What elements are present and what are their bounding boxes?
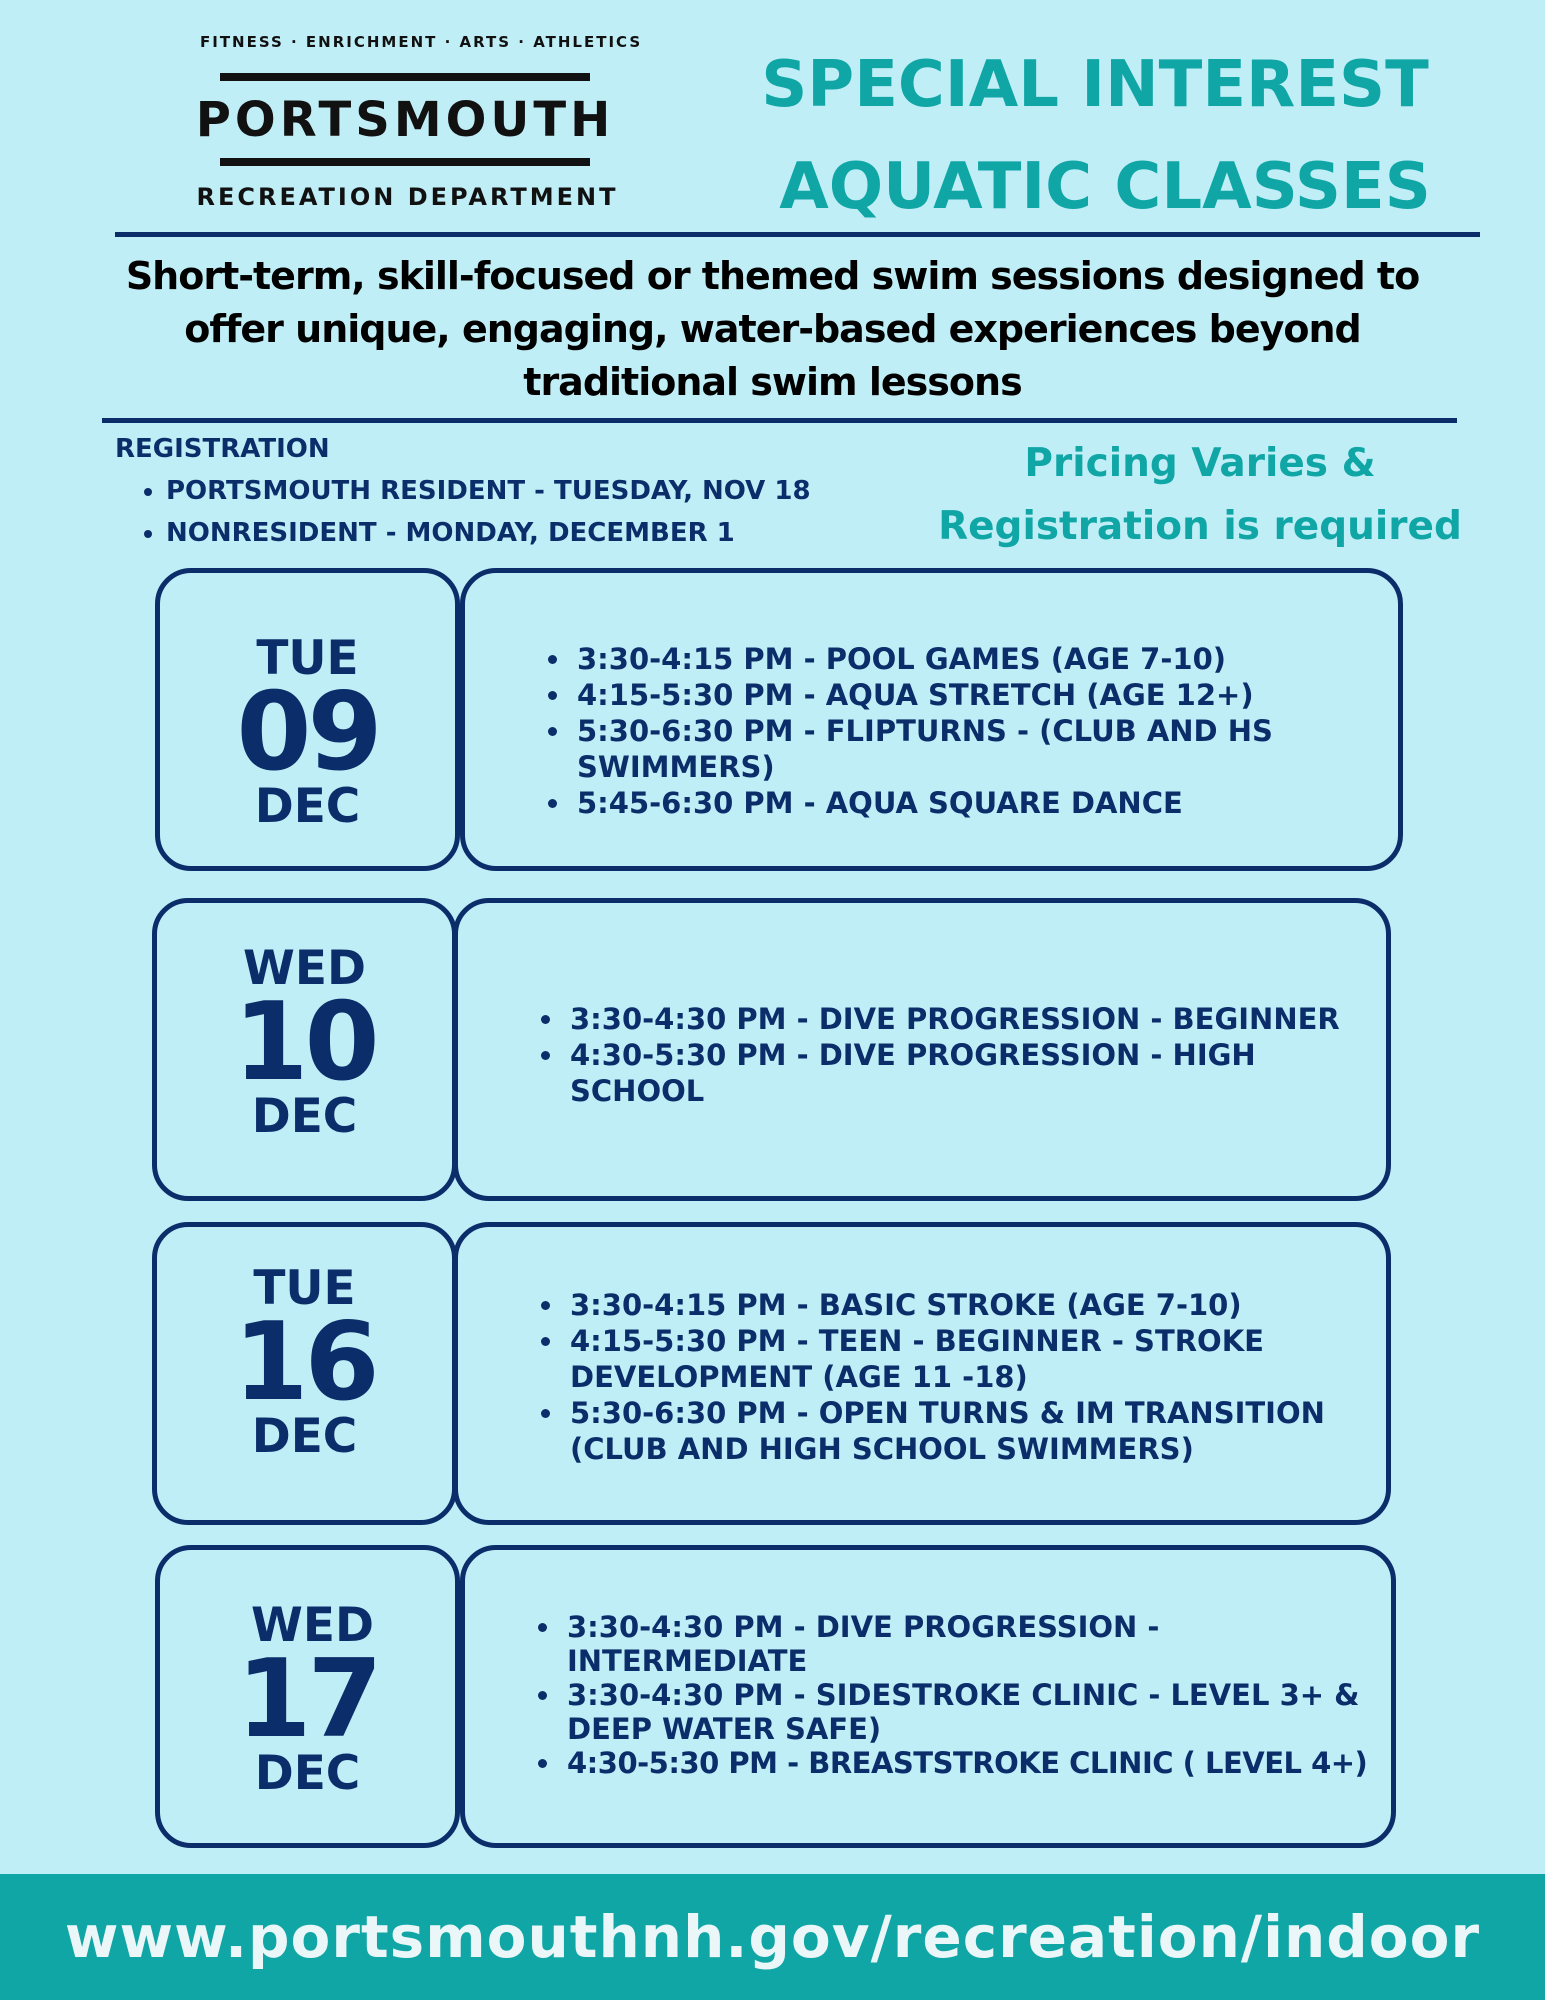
date-month: DEC xyxy=(254,779,361,834)
date-weekday: WED xyxy=(243,941,366,996)
date-card-dec-16 xyxy=(152,1222,457,1525)
description-divider xyxy=(102,418,1457,423)
date-card-dec-17 xyxy=(155,1545,460,1848)
page-title-line2: AQUATIC CLASSES xyxy=(779,150,1431,224)
date-month: DEC xyxy=(251,1409,358,1464)
logo-name: PORTSMOUTH xyxy=(195,92,615,148)
date-day: 17 xyxy=(236,1637,379,1762)
registration-item: • NONRESIDENT - MONDAY, DECEMBER 1 xyxy=(166,512,811,554)
page-title-line1: SPECIAL INTEREST xyxy=(761,48,1429,122)
registration-list xyxy=(132,470,811,554)
schedule-item: • 3:30-4:15 PM - POOL GAMES (AGE 7-10) xyxy=(573,641,1398,677)
registration-heading: REGISTRATION xyxy=(115,434,330,464)
logo-bottom-rule xyxy=(220,158,590,166)
schedule-card-dec-17 xyxy=(460,1545,1396,1848)
schedule-item: • 4:15-5:30 PM - AQUA STRETCH (AGE 12+) xyxy=(573,677,1398,713)
schedule-item: • 3:30-4:15 PM - BASIC STROKE (AGE 7-10) xyxy=(566,1287,1386,1323)
date-weekday: TUE xyxy=(256,631,359,686)
schedule-list xyxy=(537,641,1398,821)
schedule-item: • 5:45-6:30 PM - AQUA SQUARE DANCE xyxy=(573,785,1398,821)
date-weekday: TUE xyxy=(253,1261,356,1316)
schedule-item: • 4:30-5:30 PM - DIVE PROGRESSION - HIGH SCHOOL xyxy=(566,1037,1290,1109)
schedule-item: • 3:30-4:30 PM - SIDESTROKE CLINIC - LEVEL 3+ & DEEP WATER SAFE) xyxy=(563,1678,1367,1746)
schedule-item: • 4:15-5:30 PM - TEEN - BEGINNER - STROKE DEVELOPMENT (AGE 11 -18) xyxy=(566,1323,1330,1395)
header-divider xyxy=(115,232,1480,237)
description: Short-term, skill-focused or themed swim sessions designed to offer unique, engaging, water-based experiences beyond traditional swim lessons xyxy=(125,254,1420,404)
date-day: 09 xyxy=(236,670,379,795)
date-month: DEC xyxy=(251,1089,358,1144)
registration-item: • PORTSMOUTH RESIDENT - TUESDAY, NOV 18 xyxy=(166,470,811,512)
pricing-note xyxy=(930,432,1470,558)
schedule-item: • 3:30-4:30 PM - DIVE PROGRESSION - BEGINNER xyxy=(566,1001,1386,1037)
schedule-card-dec-16 xyxy=(453,1222,1391,1525)
date-day: 16 xyxy=(233,1300,376,1425)
date-month: DEC xyxy=(254,1746,361,1801)
logo-tagline: FITNESS · ENRICHMENT · ARTS · ATHLETICS xyxy=(200,33,643,51)
schedule-list xyxy=(530,1001,1386,1109)
date-card-dec-10 xyxy=(152,898,457,1201)
schedule-list xyxy=(527,1610,1391,1780)
schedule-item: • 3:30-4:30 PM - DIVE PROGRESSION - INTERMEDIATE xyxy=(563,1610,1217,1678)
date-day: 10 xyxy=(233,980,376,1105)
logo-top-rule xyxy=(220,73,590,81)
schedule-item: • 4:30-5:30 PM - BREASTSTROKE CLINIC ( LEVEL 4+) xyxy=(563,1746,1391,1780)
schedule-card-dec-09 xyxy=(460,568,1403,871)
pricing-line2: Registration is required xyxy=(938,504,1462,549)
schedule-list xyxy=(530,1287,1386,1467)
date-weekday: WED xyxy=(251,1598,374,1653)
schedule-card-dec-10 xyxy=(453,898,1391,1201)
logo-department: RECREATION DEPARTMENT xyxy=(196,183,619,211)
schedule-item: • 5:30-6:30 PM - OPEN TURNS & IM TRANSITION (CLUB AND HIGH SCHOOL SWIMMERS) xyxy=(566,1395,1360,1467)
pricing-line1: Pricing Varies & xyxy=(1024,441,1376,486)
date-card-dec-09 xyxy=(155,568,460,871)
footer-url-link[interactable]: www.portsmouthnh.gov/recreation/indoor xyxy=(64,1903,1481,1971)
schedule-item: • 5:30-6:30 PM - FLIPTURNS - (CLUB AND HS SWIMMERS) xyxy=(573,713,1307,785)
